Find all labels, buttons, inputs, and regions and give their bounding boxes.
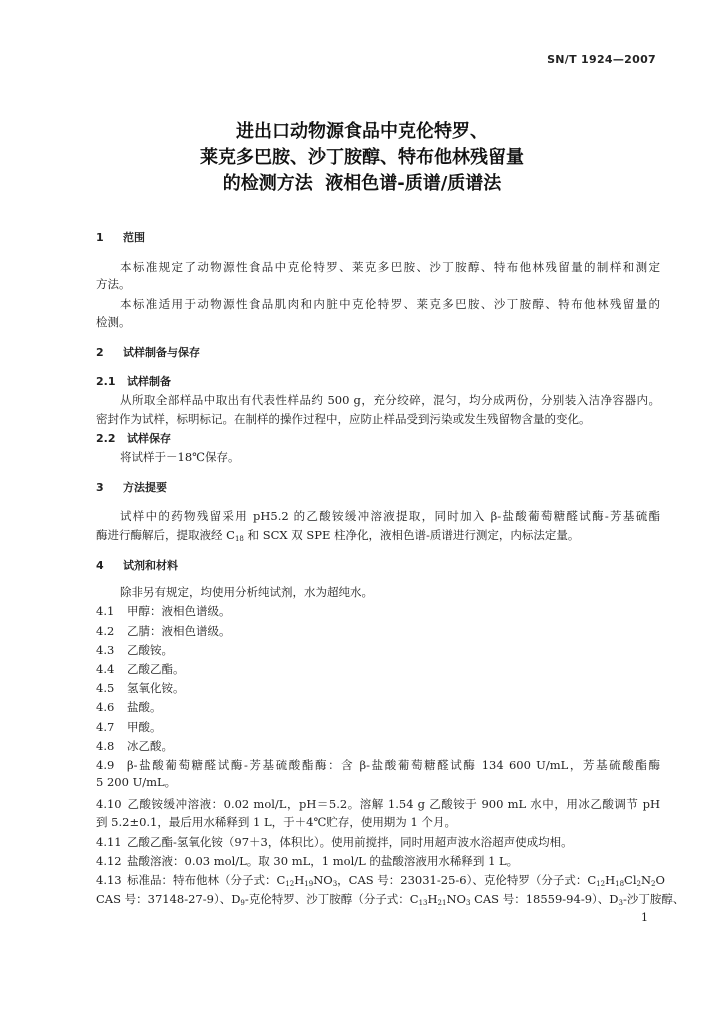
list-item [96, 603, 231, 619]
paragraph-line: 本标准适用于动物源性食品肌肉和内脏中克伦特罗、莱克多巴胺、沙丁胺醇、特布他林残留量的 [120, 297, 660, 311]
list-item [96, 796, 660, 812]
item-text: 乙酸铵缓冲溶液：0.02 mol/L，pH＝5.2。溶解 1.54 g 乙酸铵于 900 mL 水中，用冰乙酸调节 pH [127, 797, 660, 811]
text-run: 酶进行酶解后，提取液经 C [96, 528, 235, 542]
subsection-number: 2.2 [96, 432, 116, 445]
section-title: 范围 [123, 231, 145, 244]
paragraph-line: 本标准规定了动物源性食品中克伦特罗、莱克多巴胺、沙丁胺醇、特布他林残留量的制样和测定 [120, 260, 660, 274]
paragraph-line: 检测。 [96, 315, 131, 329]
section-title: 方法提要 [123, 481, 167, 494]
item-number: 4.5 [96, 681, 115, 695]
list-item [96, 661, 185, 677]
section-2-heading [96, 345, 200, 361]
section-4-heading [96, 558, 178, 574]
list-item [96, 834, 573, 850]
document-title [0, 119, 724, 197]
standard-number: SN/T 1924—2007 [547, 53, 656, 66]
list-item [96, 699, 162, 715]
paragraph-line: 除非另有规定，均使用分析纯试剂，水为超纯水。 [120, 585, 373, 599]
title-line-2: 莱克多巴胺、沙丁胺醇、特布他林残留量 [200, 147, 524, 168]
item-text: 标准品：特布他林（分子式：$C_{12}H_{19}NO_3$，CAS 号：23031-25-6）、克伦特罗（分子式：$C_{12}H_{18}Cl_2N_2O$ [127, 873, 665, 888]
list-item [96, 680, 185, 696]
item-number: 4.10 [96, 797, 122, 811]
item-number: 4.13 [96, 873, 122, 887]
item-number: 4.8 [96, 739, 115, 753]
paragraph-line: 试样中的药物残留采用 pH5.2 的乙酸铵缓冲溶液提取，同时加入 β-盐酸葡萄糖醛试酶-芳基硫酯 [120, 509, 660, 523]
item-text: 乙腈：液相色谱级。 [127, 624, 231, 638]
section-number: 1 [96, 231, 104, 244]
item-number: 4.4 [96, 662, 115, 676]
list-item [96, 642, 173, 658]
section-3-heading [96, 480, 167, 496]
section-number: 3 [96, 481, 104, 494]
section-number: 4 [96, 559, 104, 572]
item-text: 甲醇：液相色谱级。 [127, 604, 231, 618]
list-item [96, 757, 660, 773]
section-title: 试剂和材料 [123, 559, 178, 572]
paragraph-line: CAS 号：37148-27-9）、$D_9-$克伦特罗、沙丁胺醇（分子式：$C_{13}H_{21}NO_3$ CAS 号：18559-94-9）、$D_3-$沙丁胺醇、 [96, 892, 685, 907]
subsection-number: 2.1 [96, 375, 116, 388]
subsection-title: 试样保存 [127, 432, 171, 445]
item-text: 氢氧化铵。 [127, 681, 185, 695]
item-number: 4.6 [96, 700, 115, 714]
item-text: 乙酸铵。 [127, 643, 173, 657]
item-number: 4.3 [96, 643, 115, 657]
item-number: 4.9 [96, 758, 115, 772]
item-text: 盐酸溶液：0.03 mol/L。取 30 mL，1 mol/L 的盐酸溶液用水稀释到 1 L。 [127, 854, 519, 868]
subsection-title: 试样制备 [127, 375, 171, 388]
title-line-1: 进出口动物源食品中克伦特罗、 [236, 121, 488, 142]
item-text: 乙酸乙酯-氢氧化铵（97＋3，体积比）。使用前搅拌，同时用超声波水浴超声使成均相。 [127, 835, 573, 849]
paragraph-line [96, 527, 579, 543]
item-text: 乙酸乙酯。 [127, 662, 185, 676]
paragraph-line: 5 200 U/mL。 [96, 775, 177, 789]
item-text: 甲酸。 [127, 720, 162, 734]
list-item [96, 719, 162, 735]
list-item [96, 738, 173, 754]
paragraph-line: 将试样于－18℃保存。 [120, 450, 240, 464]
section-title: 试样制备与保存 [123, 346, 200, 359]
list-item [96, 872, 665, 888]
subscript: 18 [234, 535, 244, 543]
page-number: 1 [641, 911, 648, 924]
list-item [96, 623, 231, 639]
item-number: 4.7 [96, 720, 115, 734]
item-text: 冰乙酸。 [127, 739, 173, 753]
paragraph-line: 方法。 [96, 277, 131, 291]
subsection-2-2-heading [96, 431, 171, 447]
paragraph-line: 到 5.2±0.1，最后用水稀释到 1 L，于＋4℃贮存，使用期为 1 个月。 [96, 815, 456, 829]
item-number: 4.1 [96, 604, 115, 618]
item-text: β-盐酸葡萄糖醛试酶-芳基硫酸酯酶：含 β-盐酸葡萄糖醛试酶 134 600 U/mL，芳基硫酸酯酶 [127, 758, 660, 772]
item-text: 盐酸。 [127, 700, 162, 714]
subsection-2-1-heading [96, 374, 171, 390]
section-number: 2 [96, 346, 104, 359]
item-number: 4.12 [96, 854, 122, 868]
item-number: 4.11 [96, 835, 122, 849]
title-line-3: 的检测方法 液相色谱-质谱/质谱法 [222, 173, 502, 194]
text-run: 和 SCX 双 SPE 柱净化，液相色谱-质谱进行测定，内标法定量。 [243, 528, 580, 542]
item-number: 4.2 [96, 624, 115, 638]
paragraph-line: 从所取全部样品中取出有代表性样品约 500 g，充分绞碎，混匀，均分成两份，分别装入洁净容器内。 [120, 393, 660, 407]
paragraph-line: 密封作为试样，标明标记。在制样的操作过程中，应防止样品受到污染或发生残留物含量的变化。 [96, 412, 591, 426]
section-1-heading [96, 230, 145, 246]
list-item [96, 853, 518, 869]
